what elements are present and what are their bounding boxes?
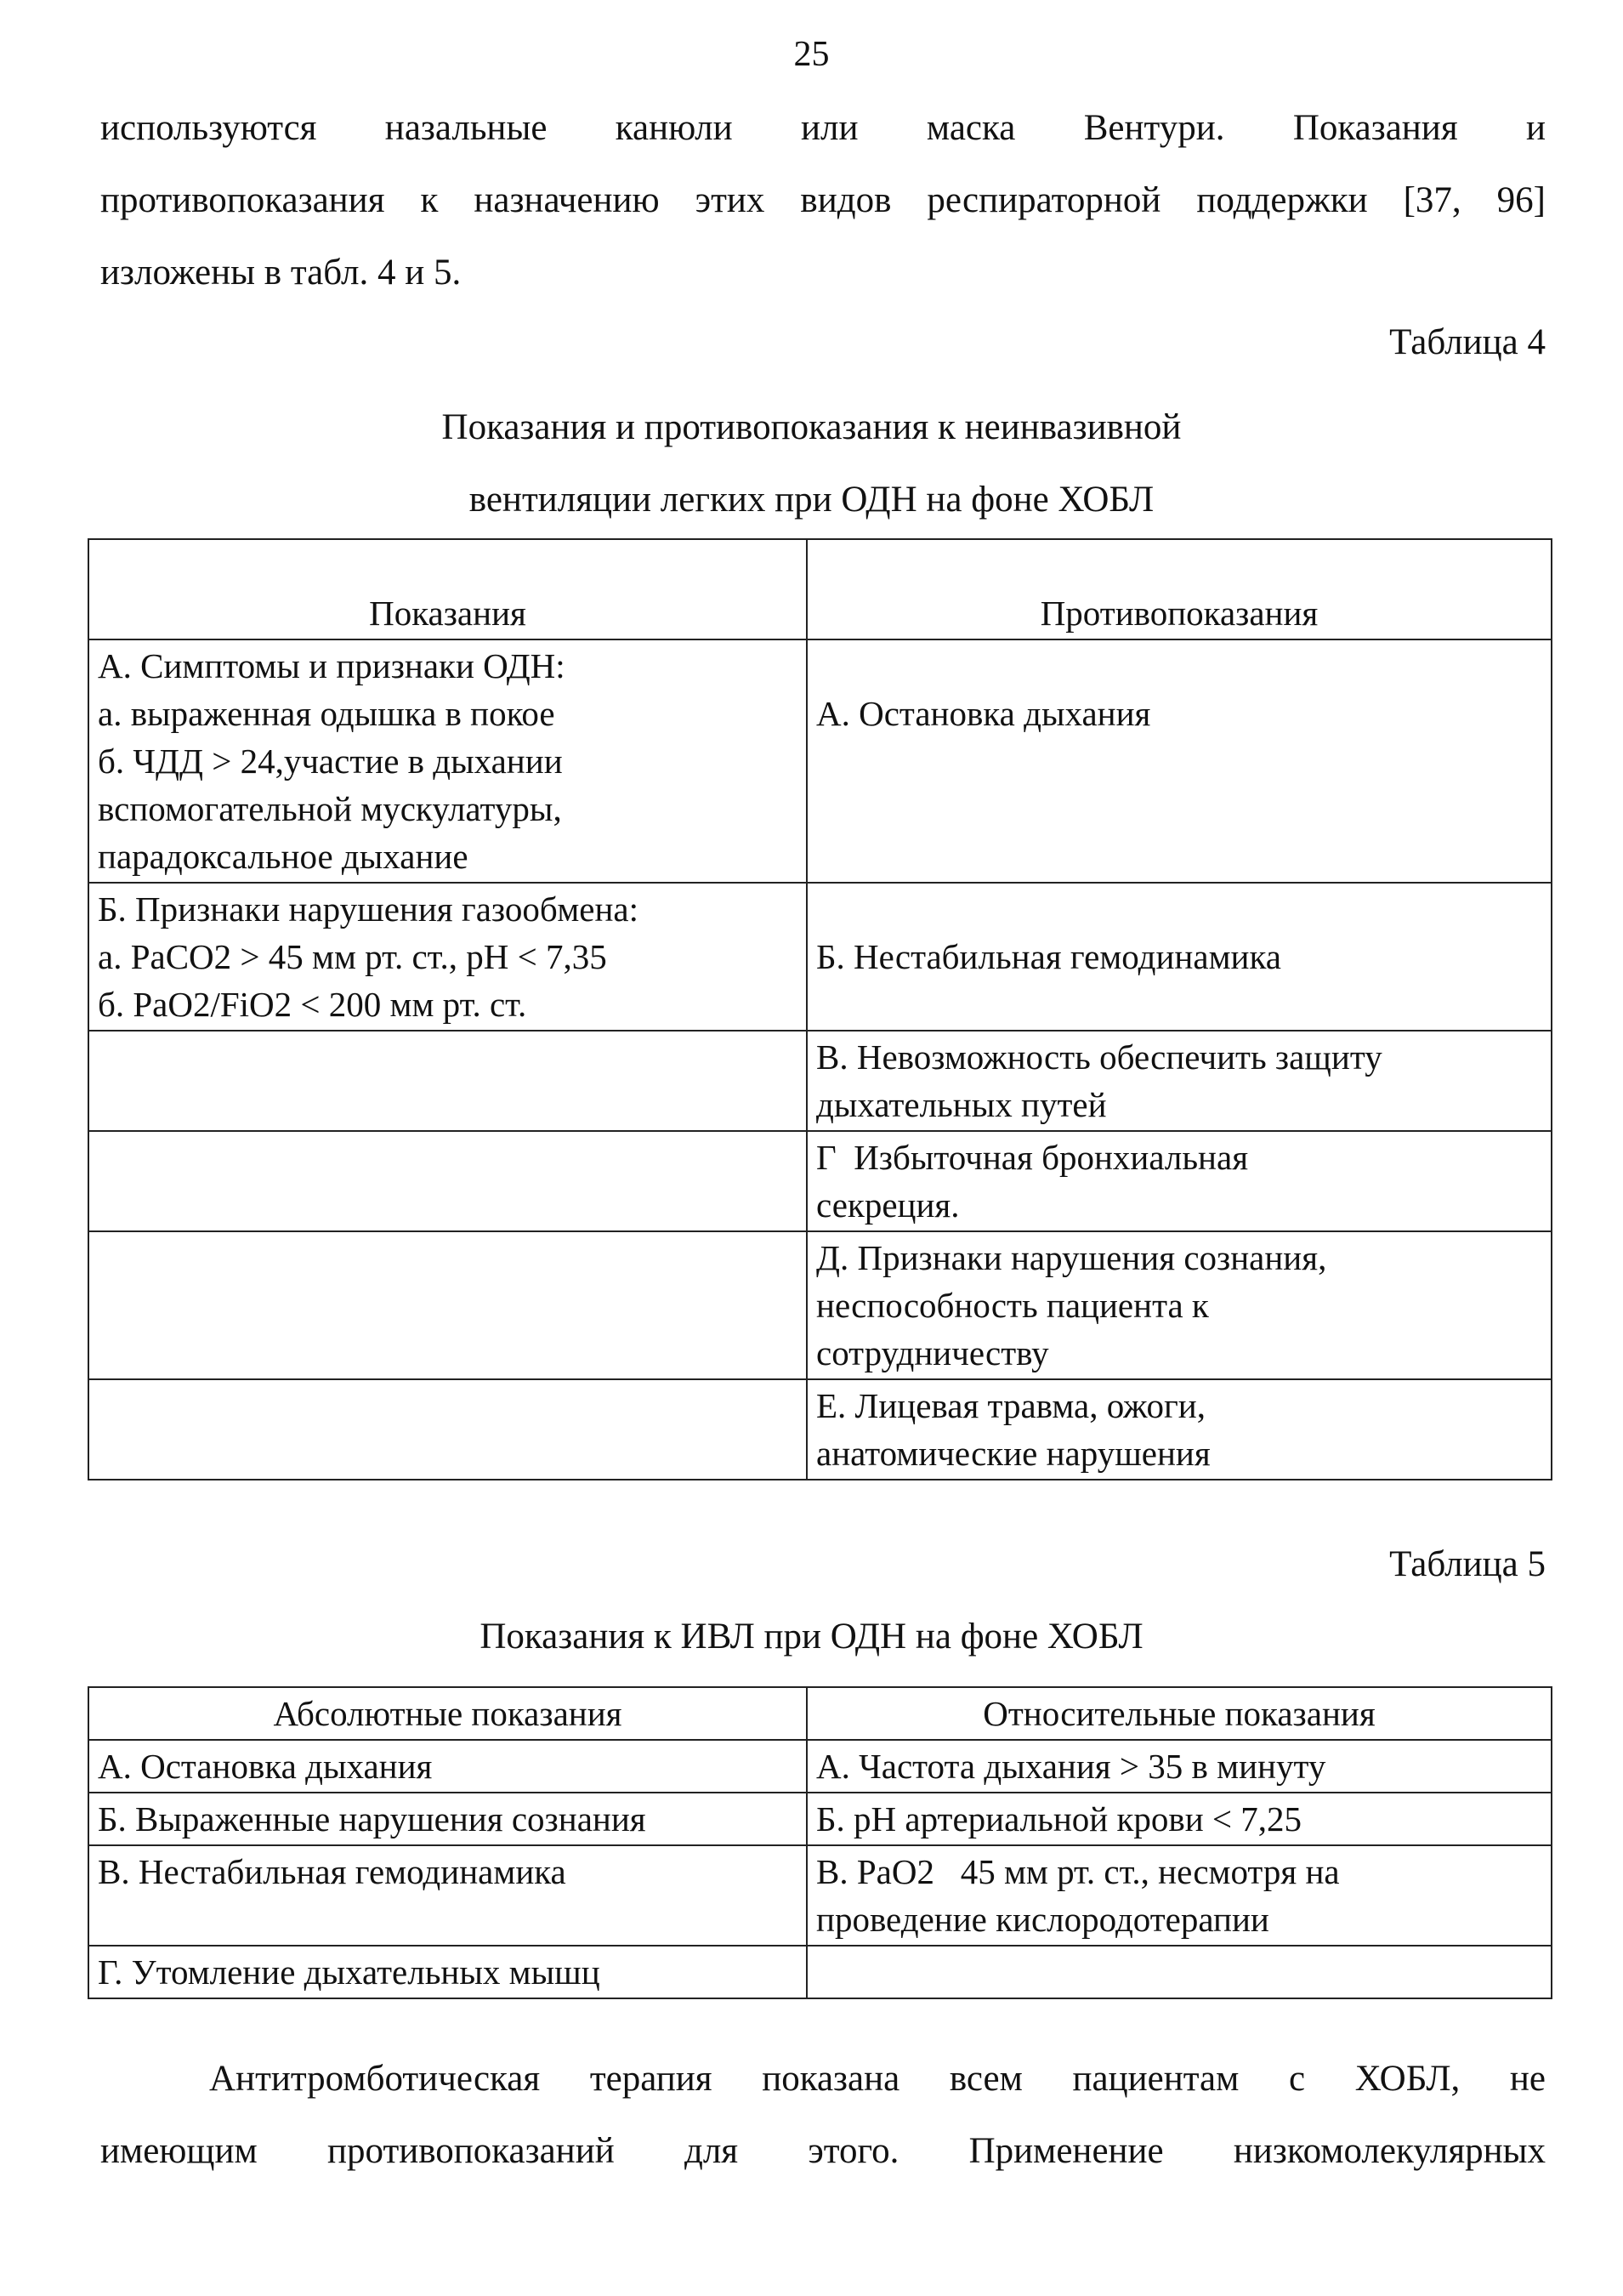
cell-line: сотрудничеству [816,1333,1049,1372]
table-row [88,1740,1552,1793]
cell-line: анатомические нарушения [816,1434,1211,1473]
table-cell [88,1946,807,1998]
cell-line: а. выраженная одышка в покое [98,694,555,733]
text-line: противопоказания к назначению этих видов респираторной поддержки [37, 96] [100,180,1546,220]
table-row [88,1379,1552,1480]
table-cell [807,1946,1552,1998]
cell-line: секреция. [816,1185,960,1225]
table-cell [807,883,1552,1031]
column-header: Противопоказания [807,539,1552,639]
table4-title [0,391,1623,536]
table-row [88,1946,1552,1998]
table-cell [88,1379,807,1480]
table-row [88,1031,1552,1131]
table-row [88,1793,1552,1845]
cell-line: Б. pH артериальной крови < 7,25 [816,1799,1302,1839]
column-header: Абсолютные показания [88,1687,807,1740]
text-line: Антитромботическая терапия показана всем пациентам с ХОБЛ, не [209,2059,1546,2099]
text-line: используются назальные канюли или маска Вентури. Показания и [100,108,1546,148]
cell-line: Б. Выраженные нарушения сознания [98,1799,646,1839]
table-cell [88,639,807,883]
title-line: вентиляции легких при ОДН на фоне ХОБЛ [468,480,1155,520]
table-cell [88,1231,807,1379]
column-header: Относительные показания [807,1687,1552,1740]
cell-line: дыхательных путей [816,1085,1107,1124]
table-row [88,1845,1552,1946]
cell-line: проведение кислородотерапии [816,1900,1269,1939]
cell-line: А. Симптомы и признаки ОДН: [98,646,565,685]
cell-line: Г. Утомление дыхательных мышц [98,1952,600,1992]
cell-line: а. PaCO2 > 45 мм рт. ст., pH < 7,35 [98,937,607,976]
table-cell [807,1231,1552,1379]
cell-line: вспомогательной мускулатуры, [98,789,562,828]
table-cell [807,1740,1552,1793]
cell-line: парадоксальное дыхание [98,837,468,876]
table5-title: Показания к ИВЛ при ОДН на фоне ХОБЛ [480,1617,1143,1657]
table-cell [807,1379,1552,1480]
cell-line: В. Невозможность обеспечить защиту [816,1037,1382,1077]
page-number: 25 [793,35,830,74]
table5 [88,1686,1552,1999]
cell-line: А. Остановка дыхания [816,694,1151,733]
table-header-row [88,1687,1552,1740]
cell-line: В. Нестабильная гемодинамика [98,1852,566,1891]
table4-label: Таблица 4 [1389,322,1546,362]
table-row [88,639,1552,883]
text-line: изложены в табл. 4 и 5. [100,253,462,293]
table-cell [807,1845,1552,1946]
intro-paragraph [100,92,1546,309]
table-cell [88,883,807,1031]
cell-line: Е. Лицевая травма, ожоги, [816,1386,1206,1425]
cell-line: В. PaO2 45 мм рт. ст., несмотря на [816,1852,1340,1891]
title-line: Показания и противопоказания к неинвазивной [441,407,1182,447]
table-cell [807,1031,1552,1131]
table-cell [807,1131,1552,1231]
table-cell [88,1740,807,1793]
cell-line: неспособность пациента к [816,1286,1209,1325]
text-line: имеющим противопоказаний для этого. Применение низкомолекулярных [100,2131,1546,2171]
cell-line: б. ЧДД > 24,участие в дыхании [98,742,563,781]
table-cell [88,1845,807,1946]
cell-line: А. Частота дыхания > 35 в минуту [816,1747,1326,1786]
cell-line: б. PaO2/FiO2 < 200 мм рт. ст. [98,985,527,1024]
cell-line: Г Избыточная бронхиальная [816,1138,1249,1177]
table5-label: Таблица 5 [1389,1544,1546,1584]
cell-line: Д. Признаки нарушения сознания, [816,1238,1327,1277]
table-cell [88,1793,807,1845]
table-cell [807,639,1552,883]
table-cell [807,1793,1552,1845]
cell-line: Б. Нестабильная гемодинамика [816,937,1281,976]
column-header: Показания [88,539,807,639]
closing-paragraph [100,2043,1546,2187]
table-row [88,1231,1552,1379]
table-row [88,1131,1552,1231]
cell-line: Б. Признаки нарушения газообмена: [98,889,639,929]
table-cell [88,1131,807,1231]
table-row [88,883,1552,1031]
table-cell [88,1031,807,1131]
table-header-row [88,539,1552,639]
cell-line: А. Остановка дыхания [98,1747,433,1786]
table4 [88,538,1552,1480]
